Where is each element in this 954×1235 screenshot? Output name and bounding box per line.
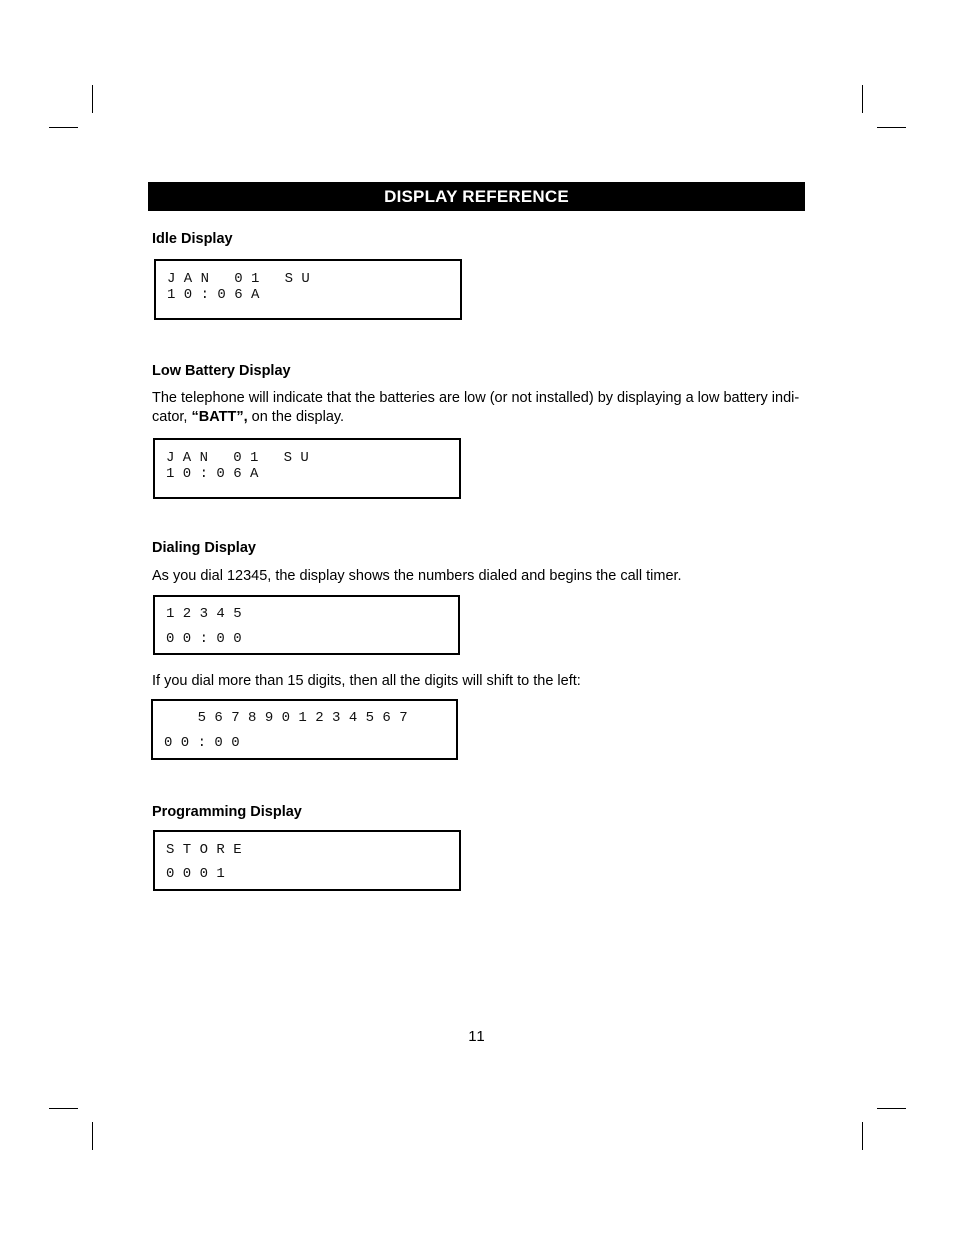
description-text: on the display. bbox=[247, 409, 345, 425]
dialing-display-heading: Dialing Display bbox=[152, 540, 256, 556]
lcd-line-1: S T O R E bbox=[166, 842, 242, 858]
low-battery-lcd-display bbox=[153, 438, 461, 499]
batt-indicator-text: “BATT”, bbox=[191, 409, 248, 425]
crop-mark bbox=[877, 1108, 906, 1109]
page-number: 11 bbox=[468, 1028, 486, 1045]
lcd-line-1: 5 6 7 8 9 0 1 2 3 4 5 6 7 bbox=[164, 710, 408, 726]
crop-mark bbox=[92, 1122, 93, 1150]
page-title: DISPLAY REFERENCE bbox=[148, 182, 805, 211]
crop-mark bbox=[877, 127, 906, 128]
crop-mark bbox=[49, 127, 78, 128]
programming-lcd-display bbox=[153, 830, 461, 891]
lcd-line-2: 0 0 : 0 0 bbox=[164, 735, 240, 751]
lcd-line-2: 1 0 : 0 6 A bbox=[167, 287, 260, 303]
lcd-line-1: 1 2 3 4 5 bbox=[166, 606, 242, 622]
dialing-lcd-display bbox=[153, 595, 460, 655]
idle-display-heading: Idle Display bbox=[152, 231, 233, 247]
lcd-line-2: 0 0 : 0 0 bbox=[166, 631, 242, 647]
crop-mark bbox=[49, 1108, 78, 1109]
lcd-line-2: 1 0 : 0 6 A bbox=[166, 466, 259, 482]
dialing-description: As you dial 12345, the display shows the numbers dialed and begins the call timer. bbox=[152, 568, 682, 584]
lcd-line-1: J A N 0 1 S U bbox=[167, 271, 310, 287]
dialing-shift-lcd-display bbox=[151, 699, 458, 760]
crop-mark bbox=[92, 85, 93, 113]
description-text: The telephone will indicate that the batteries are low (or not installed) by displaying a low battery indi-cator, bbox=[152, 390, 800, 425]
idle-lcd-display bbox=[154, 259, 462, 320]
lcd-line-1: J A N 0 1 S U bbox=[166, 450, 309, 466]
low-battery-heading: Low Battery Display bbox=[152, 363, 291, 379]
crop-mark bbox=[862, 85, 863, 113]
dialing-shift-description: If you dial more than 15 digits, then all the digits will shift to the left: bbox=[152, 673, 581, 689]
low-battery-description bbox=[152, 389, 807, 427]
programming-display-heading: Programming Display bbox=[152, 804, 302, 820]
crop-mark bbox=[862, 1122, 863, 1150]
lcd-line-2: 0 0 0 1 bbox=[166, 866, 225, 882]
